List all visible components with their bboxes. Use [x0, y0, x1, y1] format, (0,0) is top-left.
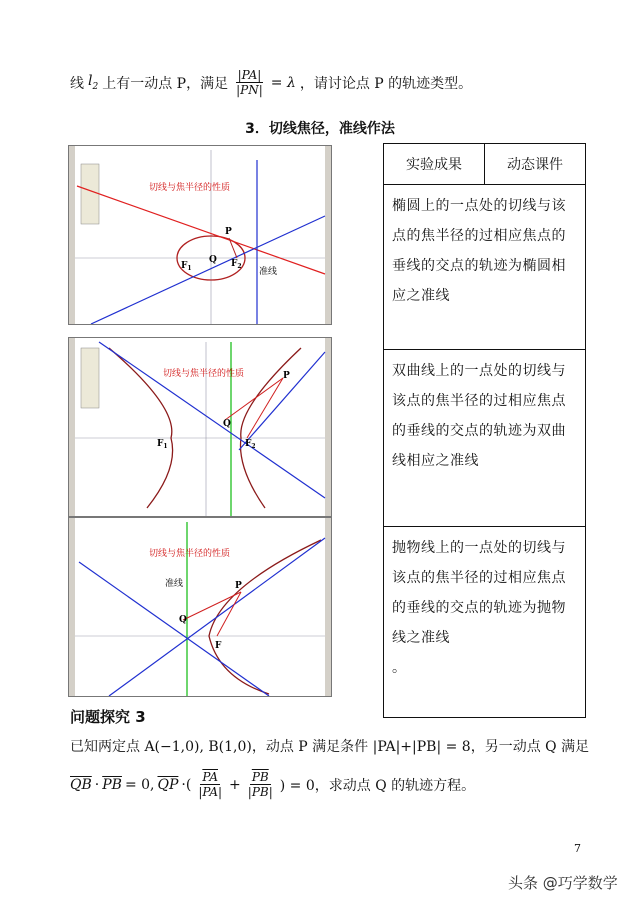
label-q: Q	[209, 255, 217, 265]
parabola-title: 切线与焦半径的性质	[149, 549, 231, 559]
hyperbola-screenshot	[68, 337, 332, 517]
section-title: 3．切线焦径，准线作法	[245, 121, 395, 137]
label-f2: $F_2$	[245, 439, 256, 450]
unit-vector-pb: $\frac{\overline{PB}}{|PB|}$	[247, 770, 273, 799]
line-variable: $l_2$	[88, 73, 99, 92]
problem-title: 问题探究 3	[70, 708, 146, 726]
label-f: F	[215, 641, 222, 651]
parabola-screenshot	[68, 517, 332, 697]
hyperbola-result: 双曲线上的一点处的切线与该点的焦半径的过相应焦点的垂线的交点的轨迹为双曲线相应之准线	[384, 350, 586, 527]
parabola-result: 抛物线上的一点处的切线与该点的焦半径的过相应焦点的垂线的交点的轨迹为抛物线之准线 。	[384, 527, 586, 718]
label-q: Q	[223, 419, 231, 429]
table-row	[384, 350, 586, 527]
intro-suffix: ，请讨论点 P 的轨迹类型。	[299, 75, 473, 92]
ratio-equals: = λ	[270, 74, 296, 91]
label-q: Q	[179, 615, 187, 625]
hyperbola-title: 切线与焦半径的性质	[163, 369, 245, 379]
vector-qb: $\overline{QB}$	[70, 776, 92, 793]
label-f1: $F_1$	[157, 439, 168, 450]
table-row	[384, 527, 586, 718]
label-directrix: 准线	[165, 579, 184, 589]
table-header-row	[384, 144, 586, 185]
unit-vector-pa: $\frac{\overline{PA}}{|PA|}$	[198, 770, 223, 799]
label-f1: $F_1$	[181, 261, 192, 272]
label-p: P	[235, 581, 242, 591]
label-p: P	[225, 227, 232, 237]
trailing-mark: 。	[392, 660, 407, 676]
label-p: P	[283, 371, 290, 381]
equals-zero: = 0,	[124, 776, 155, 793]
problem-end: ) = 0，求动点 Q 的轨迹方程。	[279, 777, 476, 794]
ratio-fraction: $\frac{|PA|}{|PN|}$	[236, 68, 263, 97]
header-results: 实验成果	[384, 144, 485, 185]
table-row	[384, 185, 586, 350]
header-courseware: 动态课件	[485, 144, 586, 185]
ellipse-result: 椭圆上的一点处的切线与该点的焦半径的过相应焦点的垂线的交点的轨迹为椭圆相应之准线	[384, 185, 586, 350]
page-number: 7	[574, 842, 581, 855]
label-directrix: 准线	[259, 267, 278, 277]
watermark: 头条 @巧学数学	[508, 874, 618, 892]
ellipse-screenshot	[68, 145, 332, 325]
results-table	[383, 143, 586, 718]
intro-line	[70, 68, 472, 97]
label-f2: $F_2$	[231, 259, 242, 270]
problem-line-2: $\overline{QB}$ · $\overline{PB}$ = 0, $\overline{QP}$ ·( $\frac{\overline{PA}}{|PA|}$ + $\frac{\overline{PB}}{|PB|}$ ) = 0，求动点 Q 的轨迹方程。	[70, 770, 476, 799]
ellipse-title: 切线与焦半径的性质	[149, 183, 231, 193]
plus-sign: +	[229, 776, 241, 793]
vector-pb: $\overline{PB}$	[102, 776, 122, 793]
vector-qp: $\overline{QP}$	[157, 776, 179, 793]
intro-prefix: 线	[70, 75, 84, 92]
problem-line-1: 已知两定点 A(−1,0), B(1,0)，动点 P 满足条件 |PA|+|PB| = 8，另一动点 Q 满足	[70, 739, 590, 755]
intro-mid: 上有一动点 P，满足	[102, 75, 229, 92]
